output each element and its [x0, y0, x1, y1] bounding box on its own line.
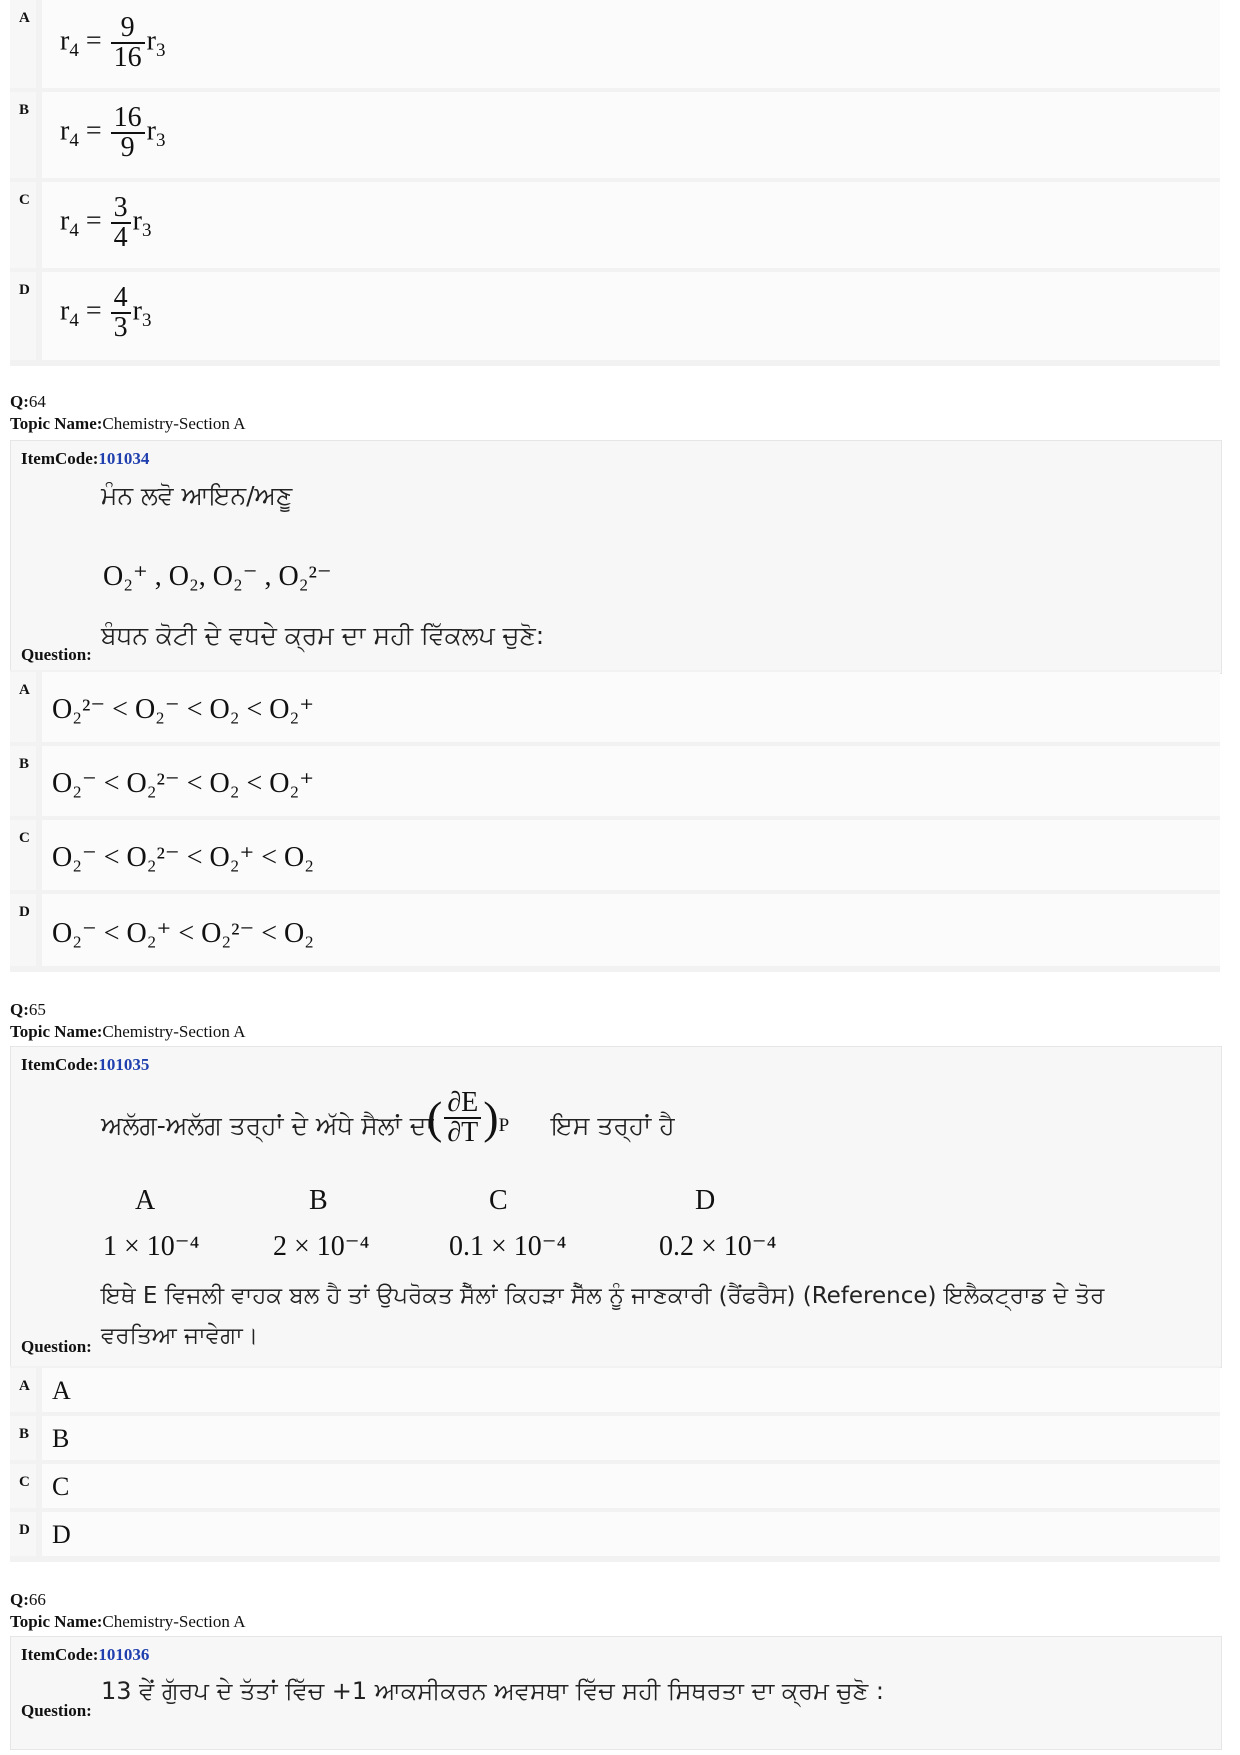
q65-intro-left: ਅਲੱਗ-ਅਲੱਗ ਤਰ੍ਹਾਂ ਦੇ ਅੱਧੇ ਸੈਲਾਂ ਦਾ	[101, 1111, 434, 1140]
q66-question-text: 13 ਵੇਂ ਗੁੱਰਪ ਦੇ ਤੱਤਾਂ ਵਿੱਚ +1 ਆਕਸੀਕਰਨ ਅਵਸਥਾ ਵਿੱਚ ਸਹੀ ਸਿਥਰਤਾ ਦਾ ਕ੍ਰਮ ਚੁਣੋ :	[101, 1677, 885, 1705]
q65-option-d[interactable]	[10, 1512, 1220, 1556]
option-letter: B	[10, 746, 36, 816]
q65-option-a[interactable]	[10, 1368, 1220, 1412]
q66-number: Q:66	[10, 1590, 46, 1609]
q65-table-value-d: 0.2 × 10⁻⁴	[659, 1231, 777, 1262]
q65-topic: Topic Name:Chemistry-Section A	[10, 1022, 246, 1041]
option-letter: C	[10, 820, 36, 890]
option-letter: A	[10, 1368, 36, 1412]
q65-body-line-2: ਵਰਤਿਆ ਜਾਵੇਗਾ।	[101, 1323, 259, 1349]
q65-derivative: ( $\frac{\partial E}{\partial T}$ )$_P$	[427, 1087, 510, 1148]
q64-topic: Topic Name:Chemistry-Section A	[10, 414, 246, 433]
q64-option-a[interactable]	[10, 672, 1220, 742]
q65-body-line-1: ਇਥੇ E ਵਿਜਲੀ ਵਾਹਕ ਬਲ ਹੈ ਤਾਂ ਉਪਰੋਕਤ ਸੈੱਲਾਂ ਕਿਹੜਾ ਸੈੱਲ ਨੂੰ ਜਾਣਕਾਰੀ (ਰੈਂਫਰੈਸ) (Reference) ਇਲੈਕਟ੍ਰਾਡ ਦੇ ਤੋਰ	[101, 1283, 1105, 1309]
q64-number: Q:64	[10, 392, 46, 411]
option-letter: D	[10, 894, 36, 966]
q63-option-c[interactable]	[10, 182, 1220, 268]
option-letter: A	[10, 672, 36, 742]
q63-option-b[interactable]	[10, 92, 1220, 178]
option-letter: B	[10, 1416, 36, 1460]
q63-option-d-formula: $r_4$ = $\frac{4}{3}$ $r_3$	[60, 282, 152, 343]
q65-table-header-c: C	[489, 1185, 508, 1216]
q64-item-code: ItemCode:101034	[21, 449, 150, 468]
q66-item-code: ItemCode:101036	[21, 1645, 150, 1664]
q64-option-c[interactable]	[10, 820, 1220, 890]
q65-option-b[interactable]	[10, 1416, 1220, 1460]
q64-question-text: ਬੰਧਨ ਕੋਟੀ ਦੇ ਵਧਦੇ ਕ੍ਰਮ ਦਾ ਸਹੀ ਵਿੱਕਲਪ ਚੁਣੋ:	[101, 621, 545, 650]
q64-option-b[interactable]	[10, 746, 1220, 816]
option-letter: C	[10, 1464, 36, 1508]
q63-option-b-formula: $r_4$ = $\frac{16}{9}$ $r_3$	[60, 102, 166, 163]
q65-table-header-b: B	[309, 1185, 328, 1216]
q65-option-a-text: A	[52, 1376, 71, 1405]
q63-option-a-formula: $r_4$ = $\frac{9}{16}$ $r_3$	[60, 12, 166, 73]
q65-question-panel	[10, 1046, 1222, 1368]
q64-option-d[interactable]	[10, 894, 1220, 966]
q64-option-b-formula: O₂⁻ < O₂²⁻ < O₂ < O₂⁺	[52, 768, 315, 799]
q64-question-panel	[10, 440, 1222, 674]
q64-option-a-formula: O₂²⁻ < O₂⁻ < O₂ < O₂⁺	[52, 694, 315, 725]
q65-table-value-b: 2 × 10⁻⁴	[273, 1231, 370, 1262]
q64-species: O₂⁺ , O₂, O₂⁻ , O₂²⁻	[103, 561, 332, 592]
q65-table-header-a: A	[135, 1185, 156, 1216]
q66-question-panel	[10, 1636, 1222, 1750]
q63-option-c-formula: $r_4$ = $\frac{3}{4}$ $r_3$	[60, 192, 152, 253]
q64-options-panel	[10, 670, 1220, 972]
q65-number: Q:65	[10, 1000, 46, 1019]
q65-option-b-text: B	[52, 1424, 70, 1453]
q63-options-panel	[10, 0, 1220, 366]
q64-question-label: Question:	[21, 645, 92, 664]
q65-table-value-a: 1 × 10⁻⁴	[103, 1231, 200, 1262]
q64-option-c-formula: O₂⁻ < O₂²⁻ < O₂⁺ < O₂	[52, 842, 315, 873]
q65-option-d-text: D	[52, 1520, 71, 1549]
q64-intro: ਮੰਨ ਲਵੋ ਆਇਨ/ਅਣੂ	[101, 481, 293, 510]
option-letter: D	[10, 272, 36, 360]
q65-item-code: ItemCode:101035	[21, 1055, 150, 1074]
q65-table-value-c: 0.1 × 10⁻⁴	[449, 1231, 567, 1262]
q65-intro-right: ਇਸ ਤਰ੍ਹਾਂ ਹੈ	[551, 1111, 675, 1140]
q66-question-label: Question:	[21, 1701, 92, 1720]
q65-question-label: Question:	[21, 1337, 92, 1356]
option-letter: C	[10, 182, 36, 268]
q65-option-c-text: C	[52, 1472, 70, 1501]
option-letter: D	[10, 1512, 36, 1556]
q63-option-d[interactable]	[10, 272, 1220, 360]
q63-option-a[interactable]	[10, 0, 1220, 88]
option-letter: A	[10, 0, 36, 88]
q65-options-panel	[10, 1366, 1220, 1562]
q64-option-d-formula: O₂⁻ < O₂⁺ < O₂²⁻ < O₂	[52, 918, 315, 949]
option-letter: B	[10, 92, 36, 178]
q65-table-header-d: D	[695, 1185, 716, 1216]
q65-option-c[interactable]	[10, 1464, 1220, 1508]
q66-topic: Topic Name:Chemistry-Section A	[10, 1612, 246, 1631]
